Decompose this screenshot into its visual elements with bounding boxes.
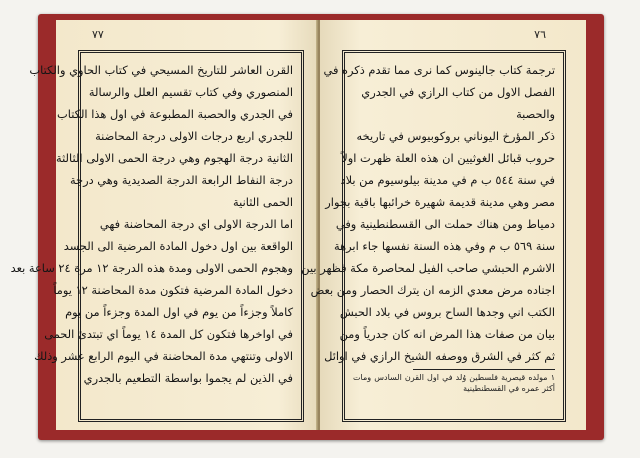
text-line: اما الدرجة الاولى اي درجة المحاضنة فهي bbox=[99, 217, 293, 231]
text-line: ترجمة كتاب جالينوس كما نرى مما تقدم ذكره في bbox=[323, 63, 555, 77]
text-line: الكتب اني وجدها الساح بروس في بلاد الحبش bbox=[339, 305, 555, 319]
footnote-divider bbox=[413, 369, 555, 370]
text-line: ثم كثر في الشرق ووصفه الشيخ الرازي في اوائل bbox=[324, 349, 555, 363]
text-line: حروب قبائل الغوثيين ان هذه العلة ظهرت اولاً bbox=[341, 151, 555, 165]
text-line: الفصل الاول من كتاب الرازي في الجدري bbox=[361, 85, 555, 99]
text-line: الاشرم الحبشي صاحب الفيل لمحاصرة مكة فظهر بين bbox=[301, 261, 555, 275]
text-line: اجناده مرض معدي الزمه ان يترك الحصار ومن بعض bbox=[310, 283, 555, 297]
text-line: الحمى الثانية bbox=[233, 195, 293, 209]
text-line: مصر وهي مدينة قديمة شهيرة خرائبها باقية بجوار bbox=[325, 195, 555, 209]
text-line: في الجدري والحصبة المطبوعة في اول هذا الكتاب bbox=[57, 107, 293, 121]
text-line: في سنة ٥٤٤ ب م في مدينة بيلوسيوم من بلاد bbox=[340, 173, 555, 187]
right-page bbox=[301, 20, 586, 430]
text-line: الاولى وتنتهي مدة المحاضنة في اليوم الرابع عشر وذلك bbox=[34, 349, 293, 363]
text-line: بيان من صفات هذا المرض انه كان جدرياً ومن bbox=[339, 327, 555, 341]
text-frame bbox=[301, 50, 566, 422]
text-line: الواقعة بين اول دخول المادة المرضية الى الجسد bbox=[63, 239, 293, 253]
left-page bbox=[10, 20, 318, 430]
page-number: ٧٧ bbox=[92, 28, 104, 41]
footnote: ١ مولده قيصرية فلسطين وُلد في اول القرن السادس ومات أكثر عمره في القسطنطينية bbox=[353, 373, 555, 393]
text-line: في الذين لم يجموا بواسطة التطعيم بالجدري bbox=[83, 371, 293, 385]
text-line: سنة ٥٦٩ ب م وفي هذه السنة نفسها جاء ابرهة bbox=[334, 239, 555, 253]
text-line: القرن العاشر للتاريخ المسيحي في كتاب الحاوي والكتاب bbox=[29, 63, 293, 77]
text-line: ذكر المؤرخ اليوناني بروكوبيوس في تاريخه bbox=[356, 129, 555, 143]
text-frame bbox=[10, 50, 304, 422]
text-line: والحصبة bbox=[516, 107, 555, 121]
text-line: دخول المادة المرضية فتكون مدة المحاضنة ١٢ يوماً bbox=[53, 283, 293, 297]
text-line: للجدري اربع درجات الاولى درجة المحاضنة bbox=[95, 129, 293, 143]
text-line: في اواخرها فتكون كل المدة ١٤ يوماً اي تبتدئ الحمى bbox=[44, 327, 293, 341]
text-line: دمياط ومن هناك حملت الى القسطنطينية وفي bbox=[335, 217, 555, 231]
page-number: ٧٦ bbox=[534, 28, 546, 41]
text-line: الثانية درجة الهجوم وهي درجة الحمى الاولى الثالثة bbox=[56, 151, 293, 165]
text-line: درجة النفاط الرابعة الدرجة الصديدية وهي درجة bbox=[69, 173, 293, 187]
text-line: كاملاً وجزءاً من يوم في اول المدة وجزءاً من يوم bbox=[65, 305, 293, 319]
text-line: المنصوري وفي كتاب تقسيم العلل والرسالة bbox=[88, 85, 293, 99]
text-line: وهجوم الحمى الاولى ومدة هذه الدرجة ١٢ مرة ٢٤ ساعة بعد bbox=[10, 261, 293, 275]
